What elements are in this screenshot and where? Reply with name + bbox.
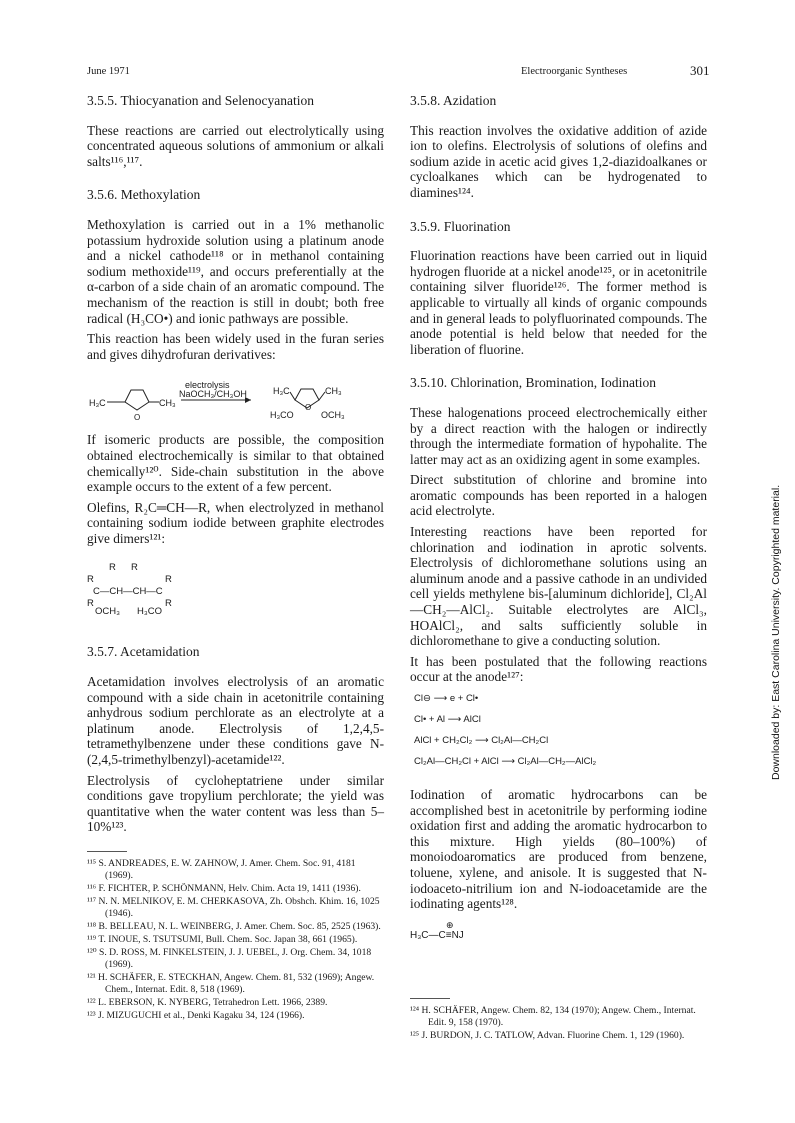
r-group-label: R bbox=[165, 574, 172, 586]
footnote: ¹²³ J. MIZUGUCHI et al., Denki Kagaku 34, 124 (1966). bbox=[87, 1010, 305, 1021]
reaction-condition-above: electrolysis bbox=[185, 380, 230, 391]
paragraph: This reaction involves the oxidative addition of azide ion to olefins. Electrolysis of solutions of olefins and sodium azide in acetic acid gives 1,2-diazidoalkanes or cycloalkanes which can be hydrogenated to diamines¹²⁴. bbox=[410, 122, 707, 200]
oxygen-label: O bbox=[305, 403, 312, 413]
footnote: ¹²¹ H. SCHÄFER, E. STECKHAN, Angew. Chem. 81, 532 (1969); Angew. Chem., Internat. Edit. 8, 518 (1969). bbox=[87, 972, 375, 995]
dimer-structure bbox=[87, 558, 384, 626]
footnote: ¹¹⁸ B. BELLEAU, N. L. WEINBERG, J. Amer. Chem. Soc. 85, 2525 (1963). bbox=[87, 921, 381, 932]
methoxy-label: OCH₃ bbox=[95, 606, 120, 618]
r-group-label: R bbox=[109, 562, 116, 574]
footnote: ¹²⁰ S. D. ROSS, M. FINKELSTEIN, J. J. UEBEL, J. Org. Chem. 34, 1018 (1969). bbox=[87, 947, 372, 970]
paragraph: These halogenations proceed electrochemically either by a direct reaction with the halogen or indirectly through the intermediate formation of hypohalite. The latter may act as an oxidizing agent in some examples. bbox=[410, 404, 707, 467]
section-heading-thiocyanation: 3.5.5. Thiocyanation and Selenocyanation bbox=[87, 93, 314, 108]
paragraph: These reactions are carried out electrolytically using concentrated aqueous solutions of ammonium or alkali salts¹¹⁶,¹¹⁷. bbox=[87, 122, 384, 169]
methyl-label: CH₃ bbox=[159, 398, 176, 409]
footnotes-left bbox=[87, 858, 384, 1022]
furan-reaction-scheme bbox=[87, 370, 384, 428]
footnote: ¹¹⁶ F. FICHTER, P. SCHÖNMANN, Helv. Chim. Acta 19, 1411 (1936). bbox=[87, 883, 361, 894]
section-heading-azidation: 3.5.8. Azidation bbox=[410, 93, 497, 108]
section-heading-methoxylation: 3.5.6. Methoxylation bbox=[87, 187, 201, 203]
footnote: ¹¹⁹ T. INOUE, S. TSUTSUMI, Bull. Chem. Soc. Japan 38, 661 (1965). bbox=[87, 934, 358, 945]
paragraph: Direct substitution of chlorine and bromine into aromatic compounds has been reported in a halogen acid electrolyte. bbox=[410, 472, 707, 519]
footnote: ¹¹⁷ N. N. MELNIKOV, E. M. CHERKASOVA, Zh. Obshch. Khim. 16, 1025 (1946). bbox=[87, 896, 380, 919]
section-heading-halogenation: 3.5.10. Chlorination, Bromination, Iodination bbox=[410, 375, 656, 391]
formula-label: H₃C—C≡NJ bbox=[410, 929, 464, 941]
r-group-label: R bbox=[87, 598, 94, 610]
page-number: 301 bbox=[690, 63, 710, 78]
r-group-label: R bbox=[165, 598, 172, 610]
r-group-label: R bbox=[131, 562, 138, 574]
paragraph: It has been postulated that the following reactions occur at the anode¹²⁷: bbox=[410, 653, 707, 685]
paragraph: Olefins, R₂C═CH—R, when electrolyzed in methanol containing sodium iodide between graphite electrodes give dimers¹²¹: bbox=[87, 499, 384, 546]
section-heading-fluorination: 3.5.9. Fluorination bbox=[410, 218, 511, 234]
r-group-label: R bbox=[87, 574, 94, 586]
running-header-title: Electroorganic Syntheses bbox=[521, 66, 628, 77]
paragraph: Acetamidation involves electrolysis of an aromatic compound with a side chain in acetonitrile containing anhydrous sodium perchlorate as an electrolyte at a platinum anode. Electrolysis of 1,2,4,5-tetramethylbenzene under these conditions gave N-(2,4,5-trimethylbenzyl)-acetamide¹²². bbox=[87, 674, 384, 768]
download-watermark: Downloaded by: East Carolina University. Copyrighted material. bbox=[770, 484, 782, 780]
right-column bbox=[410, 93, 707, 1043]
paragraph: Iodination of aromatic hydrocarbons can be accomplished best in acetonitrile by performing iodine oxidation first and adding the aromatic hydrocarbon to this mixture. High yields (80–100%) of monoiodoaromatics are produced from benzene, toluene, xylene, and anisole. It is suggested that N-iodoaceto-nitrilium ion and N-iodoacetamide are the iodinating agents¹²⁸. bbox=[410, 787, 707, 912]
paragraph: This reaction has been widely used in the furan series and gives dihydrofuran derivatives: bbox=[87, 331, 384, 362]
reaction-equation: Cl₂Al—CH₂Cl + AlCl ⟶ Cl₂Al—CH₂—AlCl₂ bbox=[414, 756, 597, 767]
methyl-label: H₃C bbox=[273, 386, 290, 397]
reaction-equation: AlCl + CH₂Cl₂ ⟶ Cl₂Al—CH₂Cl bbox=[414, 735, 549, 746]
anode-reactions bbox=[414, 691, 707, 775]
paragraph: Interesting reactions have been reported for chlorination and iodination in aprotic solvents. Electrolysis of dichloromethane solutions using an aluminum anode and a passive cathode in an undivided cell yields methylene bis-[aluminum dichloride], Cl₂Al—CH₂—AlCl₂. Suitable electrolytes are AlCl₃, HOAlCl₂, and salts sufficiently soluble in dichloromethane to give a conducting solution. bbox=[410, 524, 707, 649]
methoxy-label: H₃CO bbox=[270, 410, 294, 421]
reaction-equation: Cl• + Al ⟶ AlCl bbox=[414, 714, 481, 725]
left-column bbox=[87, 93, 384, 1023]
footnote: ¹¹⁵ S. ANDREADES, E. W. ZAHNOW, J. Amer. Chem. Soc. 91, 4181 (1969). bbox=[87, 858, 356, 881]
footnotes-right bbox=[410, 1005, 707, 1042]
footnote: ¹²⁴ H. SCHÄFER, Angew. Chem. 82, 134 (1970); Angew. Chem., Internat. Edit. 9, 158 (1970). bbox=[410, 1004, 696, 1028]
positive-charge-label: ⊕ bbox=[446, 919, 454, 930]
footnote-divider bbox=[410, 998, 450, 999]
section-heading-acetamidation: 3.5.7. Acetamidation bbox=[87, 644, 200, 660]
paragraph: Fluorination reactions have been carried out in liquid hydrogen fluoride at a nickel anode¹²⁵, or in acetonitrile containing silver fluoride¹²⁶. The former method is applicable to virtually all kinds of organic compounds and in general leads to polyfluorinated compounds. The anode potential is held below that needed for the liberation of fluorine. bbox=[410, 248, 707, 357]
dimer-chain: C—CH—CH—C bbox=[93, 586, 163, 598]
oxygen-label: O bbox=[134, 413, 141, 423]
methoxy-label: H₃CO bbox=[137, 606, 162, 618]
methyl-label: CH₃ bbox=[325, 386, 342, 397]
reaction-condition-below: NaOCH₃/CH₃OH bbox=[179, 389, 247, 400]
running-header-date: June 1971 bbox=[87, 66, 130, 77]
paragraph: Electrolysis of cycloheptatriene under similar conditions gave tropylium perchlorate; the yield was quantitative when the water content was less than 5–10%¹²³. bbox=[87, 772, 384, 835]
methoxy-label: OCH₃ bbox=[321, 410, 345, 421]
reaction-equation: Cl⊖ ⟶ e + Cl• bbox=[414, 693, 479, 704]
footnote-divider bbox=[87, 851, 127, 852]
paragraph: If isomeric products are possible, the composition obtained electrochemically is similar to that obtained chemically¹²⁰. Side-chain substitution in the above example occurs to the extent of a few percent. bbox=[87, 432, 384, 495]
methyl-label: H₃C bbox=[89, 398, 106, 409]
paragraph: Methoxylation is carried out in a 1% methanolic potassium hydroxide solution using a platinum anode and a nickel cathode¹¹⁸ or in methanol containing sodium methoxide¹¹⁹, and occurs preferentially at the α-carbon of a side chain of an aromatic compound. The mechanism of the reaction is still in doubt; both free radical (H₃CO•) and ionic pathways are possible. bbox=[87, 216, 384, 326]
iodinating-agent-formula bbox=[410, 919, 707, 946]
footnote: ¹²² L. EBERSON, K. NYBERG, Tetrahedron Lett. 1966, 2389. bbox=[87, 997, 328, 1008]
footnote: ¹²⁵ J. BURDON, J. C. TATLOW, Advan. Fluorine Chem. 1, 129 (1960). bbox=[410, 1029, 685, 1041]
